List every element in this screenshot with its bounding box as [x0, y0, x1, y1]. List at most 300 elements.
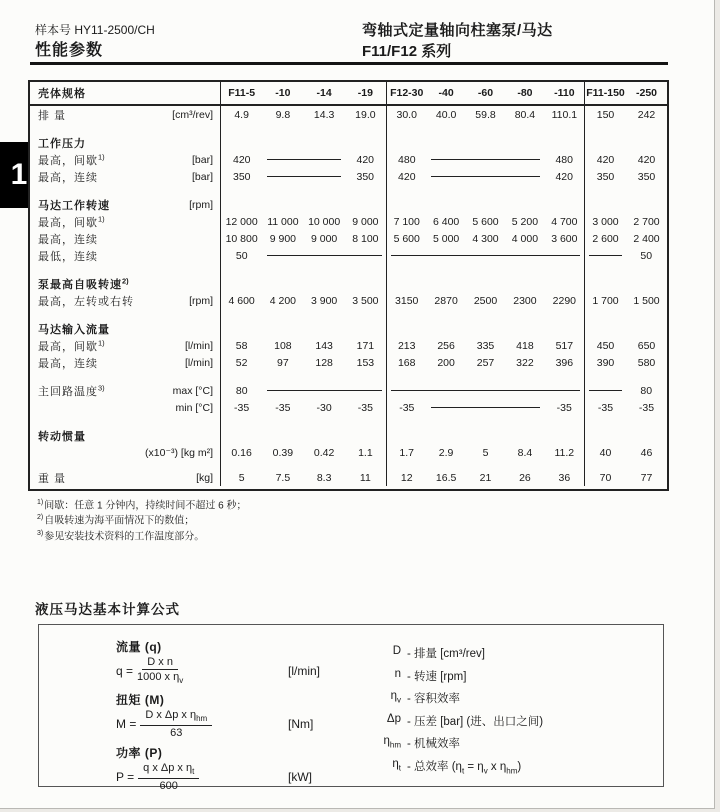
table-cell: 1 700 [592, 294, 619, 307]
span-line [267, 390, 383, 391]
table-group [386, 292, 584, 309]
table-group [220, 247, 386, 264]
table-cell: 2500 [473, 294, 498, 307]
table-cell: 128 [315, 356, 333, 369]
span-line [431, 159, 541, 160]
table-group [386, 461, 584, 469]
row-label: 最低，连续 [38, 250, 98, 263]
table-group [220, 292, 386, 309]
table-group [386, 185, 584, 196]
table-row [30, 444, 667, 461]
table-row [30, 320, 667, 337]
table-row [30, 151, 667, 168]
flow-formula-title: 流量 (q) [116, 640, 162, 654]
table-group [386, 151, 584, 168]
table-row [30, 185, 667, 196]
table-cell: -40 [438, 87, 454, 99]
table-cell: 46 [640, 446, 653, 459]
page-title: 性能参数 [35, 42, 104, 59]
legend-text: - 容积效率 [407, 693, 461, 705]
table-cell: 9 000 [310, 232, 338, 245]
row-unit: max [°C] [172, 384, 213, 397]
row-label: 最高，连续 [38, 171, 98, 184]
table-cell: 4 000 [511, 232, 539, 245]
table-group [584, 196, 667, 213]
table-group [220, 337, 386, 354]
table-cell: -35 [399, 401, 415, 414]
symbol-legend [361, 645, 543, 781]
table-group [220, 416, 386, 427]
table-cell: 168 [397, 356, 416, 369]
table-cell: -35 [638, 401, 655, 414]
table-cell: 350 [637, 170, 656, 183]
torque-lhs: M = [116, 717, 137, 731]
table-group [584, 354, 667, 371]
row-label-cell [30, 371, 220, 382]
table-cell: 480 [555, 153, 573, 166]
table-cell: 418 [516, 339, 534, 352]
table-cell: 59.8 [475, 108, 496, 121]
footnote-text: 间歇：任意 1 分钟内，持续时间不超过 6 秒； [44, 500, 247, 512]
table-cell: 50 [235, 249, 248, 262]
table-row [30, 123, 667, 134]
table-cell: F11-5 [228, 87, 256, 99]
label-superscript: 1) [98, 337, 105, 347]
table-cell: 8 100 [352, 232, 379, 245]
table-group [220, 427, 386, 444]
table-group [386, 309, 584, 320]
row-label: 最高，间歇$^{1)}$ [38, 337, 105, 353]
table-row [30, 106, 667, 123]
table-group [220, 134, 386, 151]
table-cell: 390 [596, 356, 615, 369]
table-cell: -30 [316, 401, 332, 414]
formulas-column [116, 633, 356, 794]
table-cell: 1 500 [633, 294, 660, 307]
table-group [584, 416, 667, 427]
table-cell: 1.1 [358, 446, 373, 459]
table-cell: F11-150 [586, 87, 625, 99]
table-cell: 16.5 [435, 471, 457, 484]
table-row [30, 461, 667, 469]
row-label-cell [30, 151, 220, 168]
table-cell: 9.8 [275, 108, 291, 121]
legend-symbol: D [392, 645, 401, 657]
legend-symbol: $\eta_t$ [392, 757, 401, 772]
table-cell: 2 700 [633, 215, 660, 228]
table-cell: 3 000 [592, 215, 619, 228]
table-group [584, 264, 667, 275]
table-cell: -110 [554, 87, 575, 99]
table-cell: 3150 [395, 294, 419, 307]
table-cell: 12 000 [225, 215, 258, 228]
table-row [30, 82, 667, 106]
power-numerator: q x Δp x $\eta_t$ [138, 762, 199, 778]
legend-text: - 总效率 ($\eta_t = \eta_v$ x $\eta_{hm}$) [407, 760, 522, 775]
table-cell: 108 [274, 339, 292, 352]
table-cell: 2300 [513, 294, 537, 307]
table-cell: 171 [356, 339, 375, 352]
table-group [584, 382, 667, 399]
footnote-marker: 3) [37, 529, 44, 537]
row-label: 最高，间歇$^{1)}$ [38, 151, 105, 167]
table-group [386, 354, 584, 371]
table-cell: 58 [235, 339, 248, 352]
table-cell: -60 [477, 87, 494, 99]
table-cell: -35 [234, 401, 250, 414]
legend-symbol: n [394, 667, 401, 680]
span-line [589, 255, 622, 256]
table-cell: F12-30 [390, 87, 424, 99]
torque-fraction [140, 709, 212, 738]
table-cell: 80 [235, 384, 248, 397]
table-cell: 40.0 [435, 108, 457, 121]
row-unit: (x10⁻³) [kg m²] [145, 446, 213, 459]
table-group [220, 371, 386, 382]
table-group [584, 151, 667, 168]
table-group [386, 275, 584, 292]
legend-item [361, 758, 543, 775]
power-formula-title: 功率 (P) [116, 746, 163, 760]
footnotes [37, 497, 246, 543]
footnote-text: 参见安装技术资料的工作温度部分。 [44, 530, 205, 542]
table-cell: 2 600 [592, 232, 619, 245]
table-cell: 11 000 [267, 215, 299, 228]
row-label-cell [30, 106, 220, 123]
table-cell: 21 [479, 471, 492, 484]
power-fraction [138, 762, 199, 791]
table-row [30, 168, 667, 185]
table-cell: 4 200 [269, 294, 297, 307]
row-label: 转动惯量 [38, 430, 86, 443]
table-cell: 40 [599, 446, 612, 459]
table-row [30, 382, 667, 399]
table-group [220, 382, 386, 399]
row-unit: [bar] [191, 153, 213, 166]
table-cell: 1.7 [399, 446, 414, 459]
legend-item [361, 668, 543, 684]
table-cell: 242 [637, 108, 656, 121]
table-cell: -19 [357, 87, 373, 99]
table-group [386, 134, 584, 151]
row-label: 排 量 [38, 109, 67, 122]
legend-text: - 压差 [bar] (进、出口之间) [407, 715, 544, 728]
table-row [30, 134, 667, 151]
legend-text: - 机械效率 [407, 738, 461, 750]
table-cell: 5 [482, 446, 489, 459]
table-group [386, 399, 584, 416]
table-cell: 14.3 [313, 108, 335, 121]
row-label: 最高，连续 [38, 233, 98, 246]
table-group [584, 213, 667, 230]
torque-denominator: 63 [170, 726, 183, 739]
table-cell: 4 600 [228, 294, 255, 307]
table-group [220, 309, 386, 320]
table-cell: -35 [275, 401, 291, 414]
table-cell: 580 [637, 356, 656, 369]
table-cell: 2 400 [633, 232, 660, 245]
formulas-box [38, 624, 664, 792]
label-superscript: 2) [122, 275, 129, 285]
flow-numerator: D x n [142, 656, 178, 670]
table-cell: 5 600 [472, 215, 499, 228]
table-cell: 11 [359, 471, 371, 484]
table-cell: 350 [596, 170, 615, 183]
row-label: 重 量 [38, 472, 67, 485]
power-unit: [kW] [288, 770, 312, 784]
table-group [386, 168, 584, 185]
span-line [431, 407, 541, 408]
row-label: 泵最高自吸转速$^{2)}$ [38, 275, 129, 291]
table-group [584, 106, 667, 123]
row-label-cell [30, 230, 220, 247]
table-row [30, 399, 667, 416]
table-group [584, 275, 667, 292]
table-cell: 5 600 [393, 232, 420, 245]
table-row [30, 230, 667, 247]
row-label-cell [30, 399, 220, 416]
table-cell: 9 000 [352, 215, 379, 228]
table-cell: -10 [275, 87, 291, 99]
row-label-cell [30, 292, 220, 309]
table-cell: 420 [232, 153, 251, 166]
row-label-cell [30, 416, 220, 427]
header-rule [30, 62, 668, 65]
table-cell: 7.5 [275, 471, 291, 484]
table-cell: 9 900 [269, 232, 297, 245]
table-cell: 213 [397, 339, 416, 352]
row-label-cell [30, 354, 220, 371]
table-group [386, 196, 584, 213]
table-row [30, 309, 667, 320]
table-group [386, 123, 584, 134]
footnote-marker: 1) [37, 499, 44, 506]
table-group [386, 382, 584, 399]
formulas-section-title: 液压马达基本计算公式 [35, 602, 180, 617]
table-group [220, 168, 386, 185]
row-label: 马达输入流量 [38, 323, 110, 336]
table-cell: 77 [640, 471, 653, 484]
flow-denominator: 1000 x $\eta_v$ [137, 671, 184, 686]
table-cell: 420 [356, 153, 375, 166]
table-cell: 3 900 [310, 294, 338, 307]
power-denominator: 600 [159, 779, 178, 792]
table-cell: 70 [599, 471, 612, 484]
table-row [30, 275, 667, 292]
table-cell: 650 [637, 339, 656, 352]
table-cell: 322 [516, 356, 534, 369]
row-label-cell [30, 461, 220, 469]
table-group [386, 230, 584, 247]
torque-numerator: D x Δp x $\eta_{hm}$ [140, 709, 212, 725]
span-line [267, 255, 383, 256]
table-group [220, 399, 386, 416]
table-group [220, 461, 386, 469]
table-row [30, 292, 667, 309]
table-group [220, 185, 386, 196]
table-cell: 52 [235, 356, 248, 369]
row-unit: [kg] [196, 471, 213, 484]
table-cell: -250 [635, 87, 657, 99]
span-line [391, 255, 580, 256]
table-cell: -35 [556, 401, 572, 414]
table-cell: -80 [517, 87, 533, 99]
table-cell: 50 [640, 249, 653, 262]
legend-symbol: Δp [386, 712, 401, 725]
table-cell: 36 [558, 471, 571, 484]
row-label-cell [30, 309, 220, 320]
row-label-cell [30, 264, 220, 275]
table-cell: 256 [437, 339, 455, 352]
chapter-tab: 1 [0, 142, 38, 208]
row-label: 最高，左转或右转 [38, 295, 134, 308]
table-cell: 30.0 [396, 108, 417, 121]
row-unit: [rpm] [189, 294, 213, 307]
span-line [431, 176, 541, 177]
table-cell: 12 [400, 471, 413, 484]
table-group [386, 247, 584, 264]
table-cell: 2870 [434, 294, 458, 307]
table-group [584, 399, 667, 416]
row-label: 最高，间歇$^{1)}$ [38, 213, 105, 229]
table-group [386, 427, 584, 444]
span-line [589, 390, 622, 391]
legend-item [361, 735, 543, 751]
row-label-cell [30, 168, 220, 185]
table-cell: 19.0 [355, 108, 376, 121]
table-group [220, 354, 386, 371]
table-group [584, 309, 667, 320]
legend-symbol: $\eta_{hm}$ [383, 735, 401, 750]
table-cell: 335 [476, 339, 495, 352]
performance-table [28, 80, 669, 491]
table-cell: 80.4 [514, 108, 536, 121]
table-group [220, 151, 386, 168]
table-cell: 350 [232, 170, 251, 183]
table-cell: 26 [519, 471, 531, 484]
row-label-cell [30, 123, 220, 134]
table-cell: 5 000 [432, 232, 460, 245]
table-group [584, 337, 667, 354]
table-group [584, 230, 667, 247]
table-group [386, 82, 584, 104]
table-group [386, 469, 584, 486]
table-cell: 4.9 [234, 108, 249, 121]
table-row [30, 371, 667, 382]
table-cell: 420 [637, 153, 656, 166]
table-group [220, 275, 386, 292]
row-unit: min [°C] [175, 401, 213, 414]
table-group [220, 196, 386, 213]
table-row [30, 264, 667, 275]
table-group [386, 416, 584, 427]
table-cell: 420 [398, 170, 416, 183]
footnote [37, 528, 246, 543]
span-line [267, 159, 341, 160]
row-label-cell [30, 469, 220, 486]
row-label-cell [30, 427, 220, 444]
legend-symbol: $\eta_v$ [390, 690, 401, 705]
table-group [220, 213, 386, 230]
table-cell: 143 [315, 339, 333, 352]
table-group [220, 106, 386, 123]
table-cell: 110.1 [551, 108, 578, 121]
table-cell: 450 [596, 339, 615, 352]
footnote-marker: 2) [37, 514, 44, 522]
table-group [584, 123, 667, 134]
row-label: 主回路温度$^{3)}$ [38, 382, 105, 398]
row-label-cell [30, 275, 220, 292]
table-group [584, 371, 667, 382]
table-group [220, 444, 386, 461]
row-label-cell [30, 320, 220, 337]
row-label: 最高，连续 [38, 357, 98, 370]
table-cell: 396 [555, 356, 574, 369]
row-label-cell [30, 196, 220, 213]
table-cell: 0.39 [272, 446, 294, 459]
table-cell: 420 [555, 170, 573, 183]
table-group [584, 461, 667, 469]
power-lhs: P = [116, 770, 135, 784]
table-group [386, 337, 584, 354]
row-label-cell [30, 82, 220, 104]
power-formula [116, 762, 356, 792]
table-cell: 257 [476, 356, 495, 369]
table-cell: 420 [596, 153, 615, 166]
table-row [30, 427, 667, 444]
table-group [584, 292, 667, 309]
table-group [584, 247, 667, 264]
footnote [37, 497, 246, 512]
flow-unit: [l/min] [288, 664, 321, 678]
row-label-cell [30, 134, 220, 151]
table-cell: 8.3 [316, 471, 332, 484]
table-row [30, 247, 667, 264]
table-cell: 4 700 [551, 215, 578, 228]
product-series: F11/F12 系列 [362, 43, 452, 60]
product-title: 弯轴式定量轴向柱塞泵/马达 [362, 22, 553, 39]
table-row [30, 196, 667, 213]
table-row [30, 213, 667, 230]
table-cell: 2290 [552, 294, 576, 307]
row-label-cell [30, 247, 220, 264]
table-cell: -35 [357, 401, 373, 414]
row-label-cell [30, 185, 220, 196]
table-cell: -14 [316, 87, 332, 99]
table-group [220, 264, 386, 275]
table-cell: 150 [596, 108, 615, 121]
label-superscript: 1) [98, 213, 105, 223]
table-cell: 7 100 [393, 215, 420, 228]
table-cell: 97 [277, 356, 289, 369]
torque-unit: [Nm] [288, 717, 314, 731]
table-cell: 5 [238, 471, 245, 484]
row-unit: [cm³/rev] [172, 108, 213, 121]
table-cell: 11.2 [554, 446, 575, 459]
table-group [386, 371, 584, 382]
table-row [30, 337, 667, 354]
footnote [37, 512, 246, 527]
table-cell: 3 600 [551, 232, 578, 245]
flow-lhs: q = [116, 664, 134, 678]
table-group [584, 185, 667, 196]
span-line [391, 390, 580, 391]
table-cell: 80 [640, 384, 653, 397]
table-group [584, 134, 667, 151]
torque-formula [116, 709, 356, 739]
table-cell: 517 [555, 339, 574, 352]
table-cell: 2.9 [438, 446, 454, 459]
